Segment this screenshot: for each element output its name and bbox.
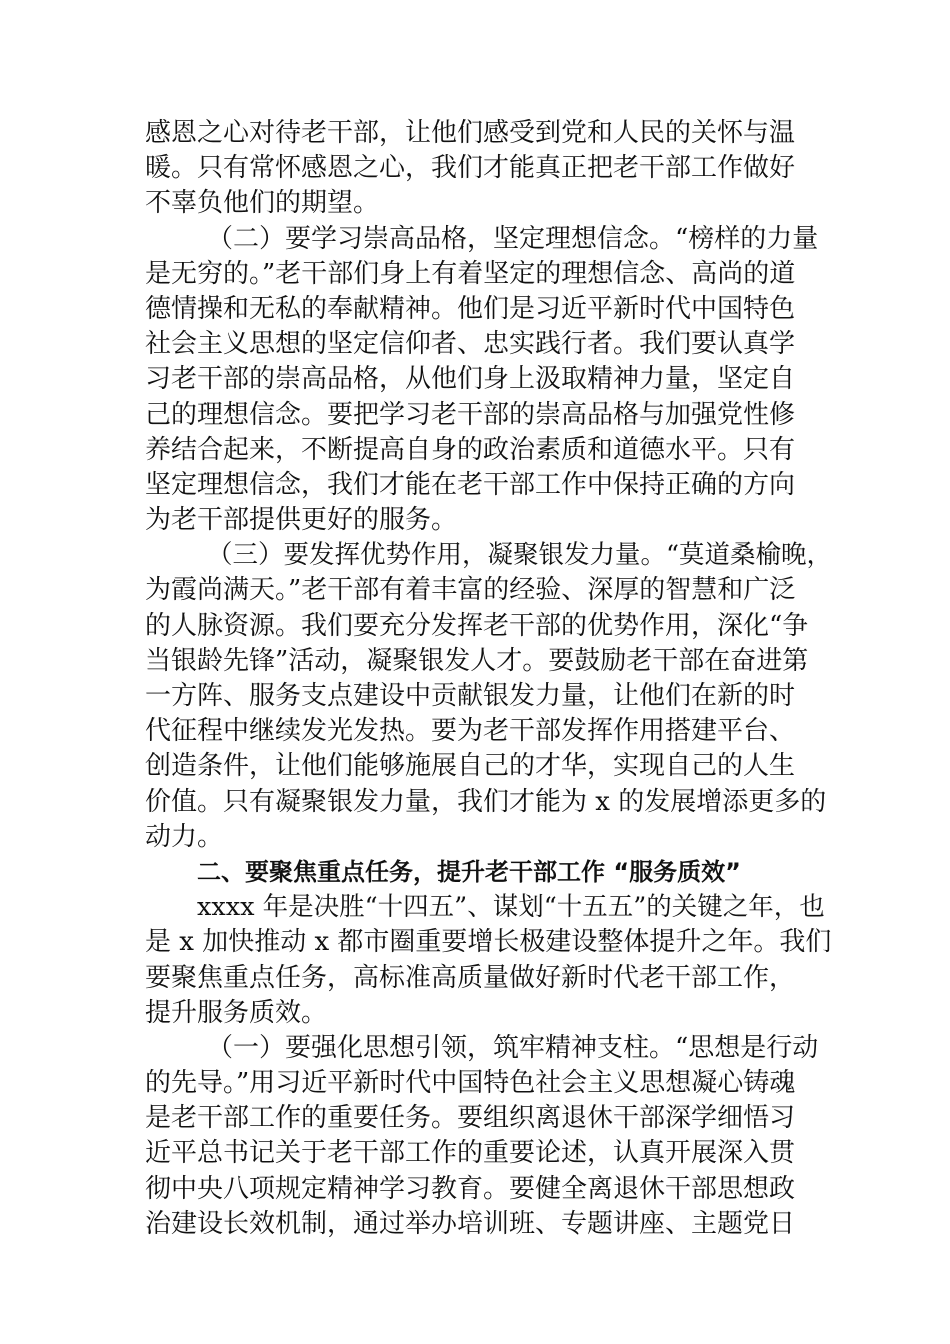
text-line: 感恩之心对待老干部，让他们感受到党和人民的关怀与温 [145, 118, 796, 148]
text-line: 彻中央八项规定精神学习教育。要健全离退休干部思想政 [145, 1173, 796, 1204]
section-heading: 二、要聚焦重点任务，提升老干部工作 “服务质效” [197, 857, 741, 886]
text-line: 的人脉资源。我们要充分发挥老干部的优势作用，深化“争 [145, 610, 809, 641]
text-line: 要聚焦重点任务，高标准高质量做好新时代老干部工作， [145, 962, 796, 993]
text-line: 社会主义思想的坚定信仰者、忠实践行者。我们要认真学 [145, 329, 796, 360]
text-line: 近平总书记关于老干部工作的重要论述，认真开展深入贯 [145, 1138, 796, 1169]
text-line: 动力。 [145, 821, 224, 852]
text-line: 是无穷的。”老干部们身上有着坚定的理想信念、高尚的道 [145, 258, 796, 289]
text-line: 治建设长效机制，通过举办培训班、专题讲座、主题党日 [145, 1208, 796, 1239]
subsection-heading-line: （三）要发挥优势作用，凝聚银发力量。“莫道桑榆晚， [207, 540, 833, 571]
document-body [145, 116, 833, 1242]
text-line: 坚定理想信念，我们才能在老干部工作中保持正确的方向 [145, 469, 796, 500]
text-line: 代征程中继续发光发热。要为老干部发挥作用搭建平台、 [145, 716, 796, 747]
text-line: 己的理想信念。要把学习老干部的崇高品格与加强党性修 [145, 399, 796, 430]
text-line: 暖。只有常怀感恩之心，我们才能真正把老干部工作做好 [145, 153, 796, 184]
text-line: 习老干部的崇高品格，从他们身上汲取精神力量，坚定自 [145, 364, 796, 395]
text-line: 的先导。”用习近平新时代中国特色社会主义思想凝心铸魂 [145, 1068, 796, 1099]
text-line: 价值。只有凝聚银发力量，我们才能为 x 的发展增添更多的 [145, 786, 827, 817]
text-line: 创造条件，让他们能够施展自己的才华，实现自己的人生 [145, 751, 796, 782]
text-line: 德情操和无私的奉献精神。他们是习近平新时代中国特色 [145, 293, 796, 324]
text-line: 当银龄先锋”活动，凝聚银发人才。要鼓励老干部在奋进第 [145, 645, 809, 676]
text-line: xxxx 年是决胜“十四五”、谋划“十五五”的关键之年，也 [197, 892, 825, 923]
text-line: 为老干部提供更好的服务。 [145, 505, 458, 536]
text-line: 为霞尚满天。”老干部有着丰富的经验、深厚的智慧和广泛 [145, 575, 796, 606]
text-line: 一方阵、服务支点建设中贡献银发力量，让他们在新的时 [145, 681, 796, 711]
text-line: 提升服务质效。 [145, 997, 328, 1028]
subsection-heading-line: （二）要学习崇高品格，坚定理想信念。“榜样的力量 [207, 223, 819, 254]
text-line: 是 x 加快推动 x 都市圈重要增长极建设整体提升之年。我们 [145, 927, 832, 958]
subsection-heading-line: （一）要强化思想引领，筑牢精神支柱。“思想是行动 [207, 1032, 819, 1063]
text-line: 不辜负他们的期望。 [145, 188, 380, 219]
text-line: 养结合起来，不断提高自身的政治素质和道德水平。只有 [145, 434, 796, 465]
text-line: 是老干部工作的重要任务。要组织离退休干部深学细悟习 [145, 1103, 796, 1134]
